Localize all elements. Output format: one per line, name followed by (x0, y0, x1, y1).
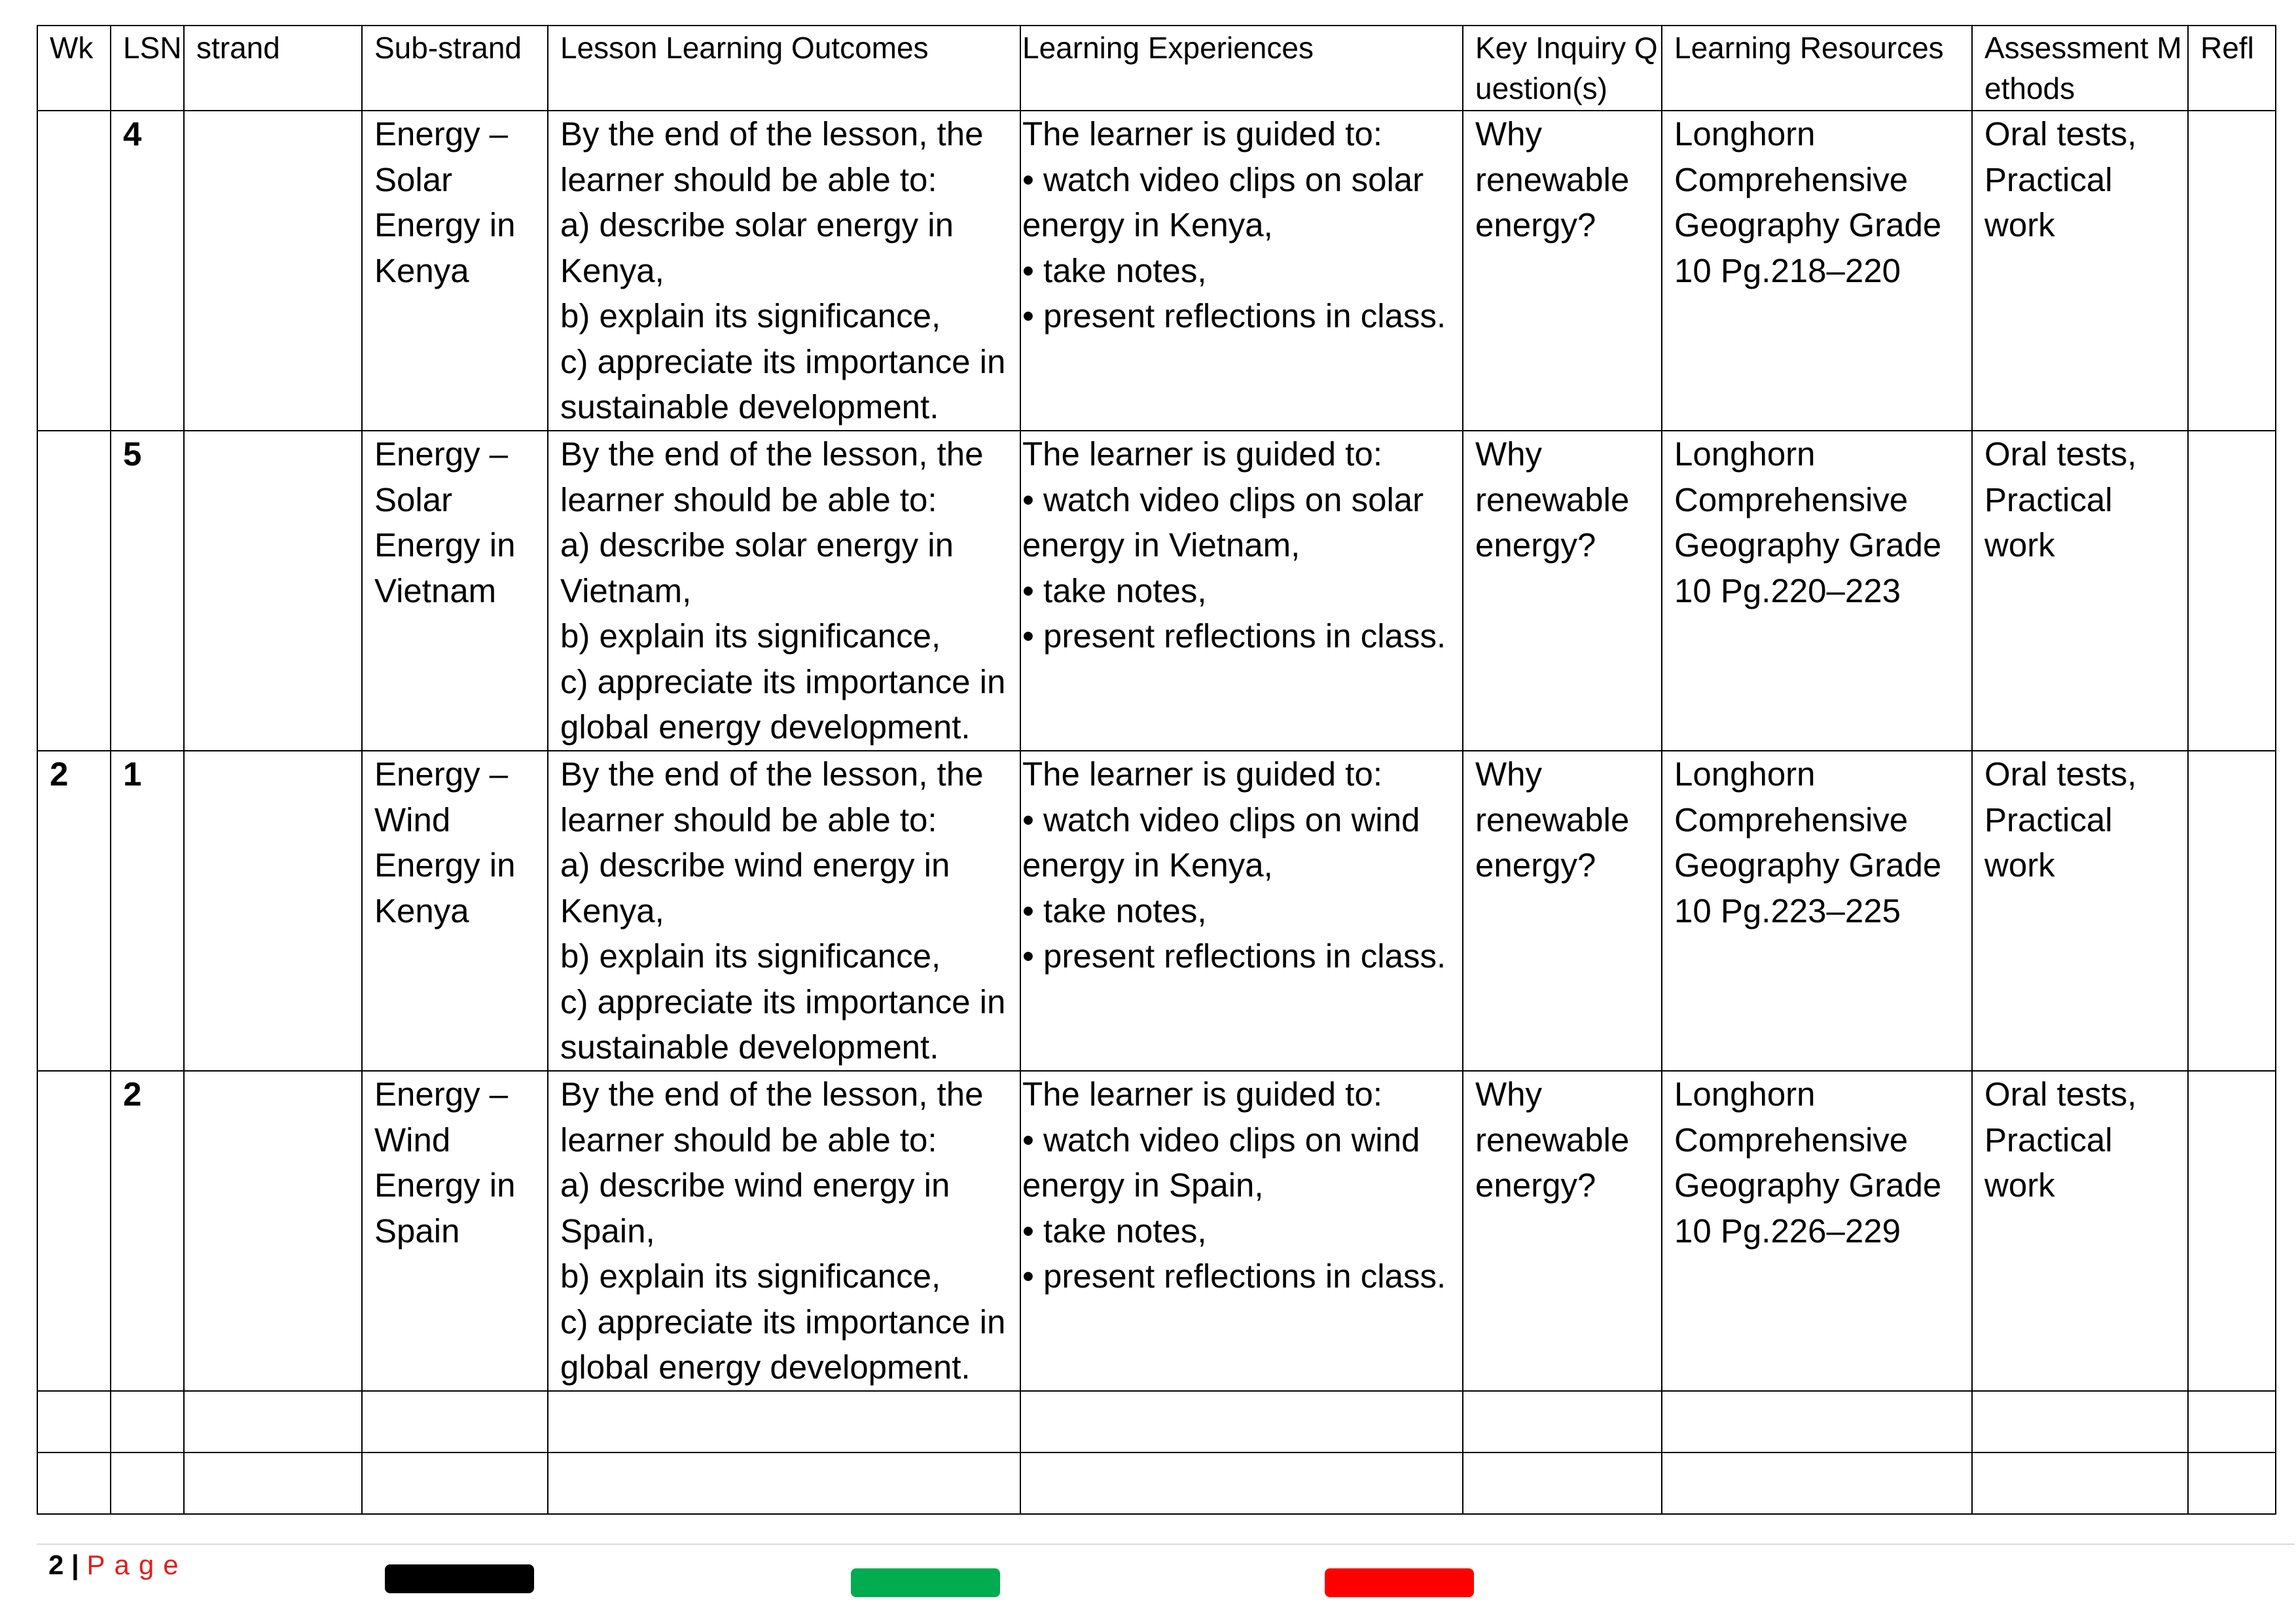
experiences-lead: The learner is guided to: (1022, 435, 1382, 473)
outcome-item: b) explain its significance, (560, 297, 941, 334)
outcome-item: a) describe solar energy in Kenya, (560, 206, 954, 289)
empty-cell (1020, 1453, 1463, 1514)
empty-cell (548, 1391, 1020, 1453)
header-assessment: Assessment Methods (1972, 26, 2188, 111)
empty-cell (111, 1391, 184, 1453)
empty-cell (362, 1391, 548, 1453)
empty-cell (184, 1453, 362, 1514)
cell-assessment: Oral tests, Practical work (1972, 431, 2188, 751)
experience-item: • take notes, (1022, 251, 1207, 289)
cell-inquiry: Why renewable energy? (1463, 751, 1662, 1071)
cell-sub-strand: Energy – Solar Energy in Kenya (362, 111, 548, 431)
cell-experiences (1020, 431, 1463, 751)
outcome-item: c) appreciate its importance in global energy development. (560, 1303, 1006, 1386)
cell-inquiry: Why renewable energy? (1463, 431, 1662, 751)
cell-reflection (2188, 751, 2276, 1071)
experience-item: • watch video clips on solar energy in Kenya, (1022, 160, 1424, 244)
header-wk: Wk (37, 26, 111, 111)
page-label: Page (86, 1549, 188, 1580)
cell-strand (184, 1071, 362, 1391)
header-experiences: Learning Experiences (1020, 26, 1463, 111)
experience-item: • present reflections in class. (1022, 297, 1446, 334)
black-color-bar (385, 1564, 534, 1593)
experience-item: • watch video clips on solar energy in Vietnam, (1022, 480, 1424, 564)
cell-resources: Longhorn Comprehensive Geography Grade 10 Pg.218–220 (1662, 111, 1972, 431)
outcome-item: a) describe wind energy in Spain, (560, 1166, 950, 1250)
empty-cell (1662, 1391, 1972, 1453)
cell-resources: Longhorn Comprehensive Geography Grade 10 Pg.220–223 (1662, 431, 1972, 751)
cell-assessment: Oral tests, Practical work (1972, 751, 2188, 1071)
outcomes-lead: By the end of the lesson, the learner should be able to: (560, 755, 984, 839)
experience-item: • watch video clips on wind energy in Kenya, (1022, 801, 1420, 884)
outcomes-lead: By the end of the lesson, the learner should be able to: (560, 435, 984, 518)
experiences-lead: The learner is guided to: (1022, 1075, 1382, 1113)
cell-reflection (2188, 1071, 2276, 1391)
table-row (37, 111, 2276, 431)
cell-resources: Longhorn Comprehensive Geography Grade 10 Pg.226–229 (1662, 1071, 1972, 1391)
outcome-item: c) appreciate its importance in global energy development. (560, 662, 1006, 746)
cell-wk (37, 1071, 111, 1391)
empty-cell (1463, 1453, 1662, 1514)
header-inquiry: Key Inquiry Question(s) (1463, 26, 1662, 111)
cell-assessment: Oral tests, Practical work (1972, 111, 2188, 431)
experience-item: • present reflections in class. (1022, 1257, 1446, 1295)
cell-resources: Longhorn Comprehensive Geography Grade 10 Pg.223–225 (1662, 751, 1972, 1071)
cell-wk: 2 (37, 751, 111, 1071)
outcome-item: b) explain its significance, (560, 1257, 941, 1295)
experiences-lead: The learner is guided to: (1022, 115, 1382, 153)
header-strand: strand (184, 26, 362, 111)
empty-cell (184, 1391, 362, 1453)
cell-experiences (1020, 751, 1463, 1071)
empty-cell (1972, 1453, 2188, 1514)
cell-lsn: 2 (111, 1071, 184, 1391)
experience-item: • present reflections in class. (1022, 617, 1446, 655)
page-separator: | (71, 1549, 79, 1580)
header-sub-strand: Sub-strand (362, 26, 548, 111)
empty-cell (1972, 1391, 2188, 1453)
experience-item: • take notes, (1022, 1212, 1207, 1250)
cell-lsn: 1 (111, 751, 184, 1071)
table-row (37, 1071, 2276, 1391)
header-reflection: Refl (2188, 26, 2276, 111)
empty-table-row (37, 1391, 2276, 1453)
cell-sub-strand: Energy – Solar Energy in Vietnam (362, 431, 548, 751)
cell-wk (37, 431, 111, 751)
page-number: 2 (48, 1549, 64, 1580)
cell-assessment: Oral tests, Practical work (1972, 1071, 2188, 1391)
empty-cell (111, 1453, 184, 1514)
empty-cell (1020, 1391, 1463, 1453)
outcome-item: c) appreciate its importance in sustainable development. (560, 342, 1006, 425)
empty-cell (1463, 1391, 1662, 1453)
outcome-item: a) describe solar energy in Vietnam, (560, 526, 954, 609)
outcome-item: a) describe wind energy in Kenya, (560, 846, 950, 929)
page-footer (48, 1547, 188, 1583)
cell-outcomes (548, 751, 1020, 1071)
cell-experiences (1020, 1071, 1463, 1391)
cell-sub-strand: Energy – Wind Energy in Spain (362, 1071, 548, 1391)
experience-item: • take notes, (1022, 892, 1207, 929)
cell-lsn: 4 (111, 111, 184, 431)
green-color-bar (851, 1568, 1000, 1597)
cell-sub-strand: Energy – Wind Energy in Kenya (362, 751, 548, 1071)
footer-divider (37, 1543, 2295, 1545)
table-row (37, 431, 2276, 751)
cell-outcomes (548, 111, 1020, 431)
cell-wk (37, 111, 111, 431)
empty-cell (362, 1453, 548, 1514)
outcomes-lead: By the end of the lesson, the learner should be able to: (560, 1075, 984, 1159)
empty-cell (1662, 1453, 1972, 1514)
header-resources: Learning Resources (1662, 26, 1972, 111)
red-color-bar (1325, 1568, 1474, 1597)
experiences-lead: The learner is guided to: (1022, 755, 1382, 793)
header-row (37, 26, 2276, 111)
empty-cell (2188, 1453, 2276, 1514)
cell-strand (184, 751, 362, 1071)
cell-lsn: 5 (111, 431, 184, 751)
table-row (37, 751, 2276, 1071)
outcomes-lead: By the end of the lesson, the learner should be able to: (560, 115, 984, 198)
outcome-item: b) explain its significance, (560, 937, 941, 975)
experience-item: • take notes, (1022, 571, 1207, 609)
empty-table-row (37, 1453, 2276, 1514)
cell-strand (184, 111, 362, 431)
cell-strand (184, 431, 362, 751)
experience-item: • watch video clips on wind energy in Spain, (1022, 1121, 1420, 1204)
cell-inquiry: Why renewable energy? (1463, 1071, 1662, 1391)
scheme-of-work-table (37, 25, 2276, 1515)
cell-inquiry: Why renewable energy? (1463, 111, 1662, 431)
header-lsn: LSN (111, 26, 184, 111)
empty-cell (37, 1391, 111, 1453)
outcome-item: b) explain its significance, (560, 617, 941, 655)
cell-experiences (1020, 111, 1463, 431)
empty-cell (548, 1453, 1020, 1514)
cell-outcomes (548, 431, 1020, 751)
empty-cell (37, 1453, 111, 1514)
cell-reflection (2188, 111, 2276, 431)
empty-cell (2188, 1391, 2276, 1453)
outcome-item: c) appreciate its importance in sustainable development. (560, 983, 1006, 1066)
experience-item: • present reflections in class. (1022, 937, 1446, 975)
cell-reflection (2188, 431, 2276, 751)
header-outcomes: Lesson Learning Outcomes (548, 26, 1020, 111)
cell-outcomes (548, 1071, 1020, 1391)
